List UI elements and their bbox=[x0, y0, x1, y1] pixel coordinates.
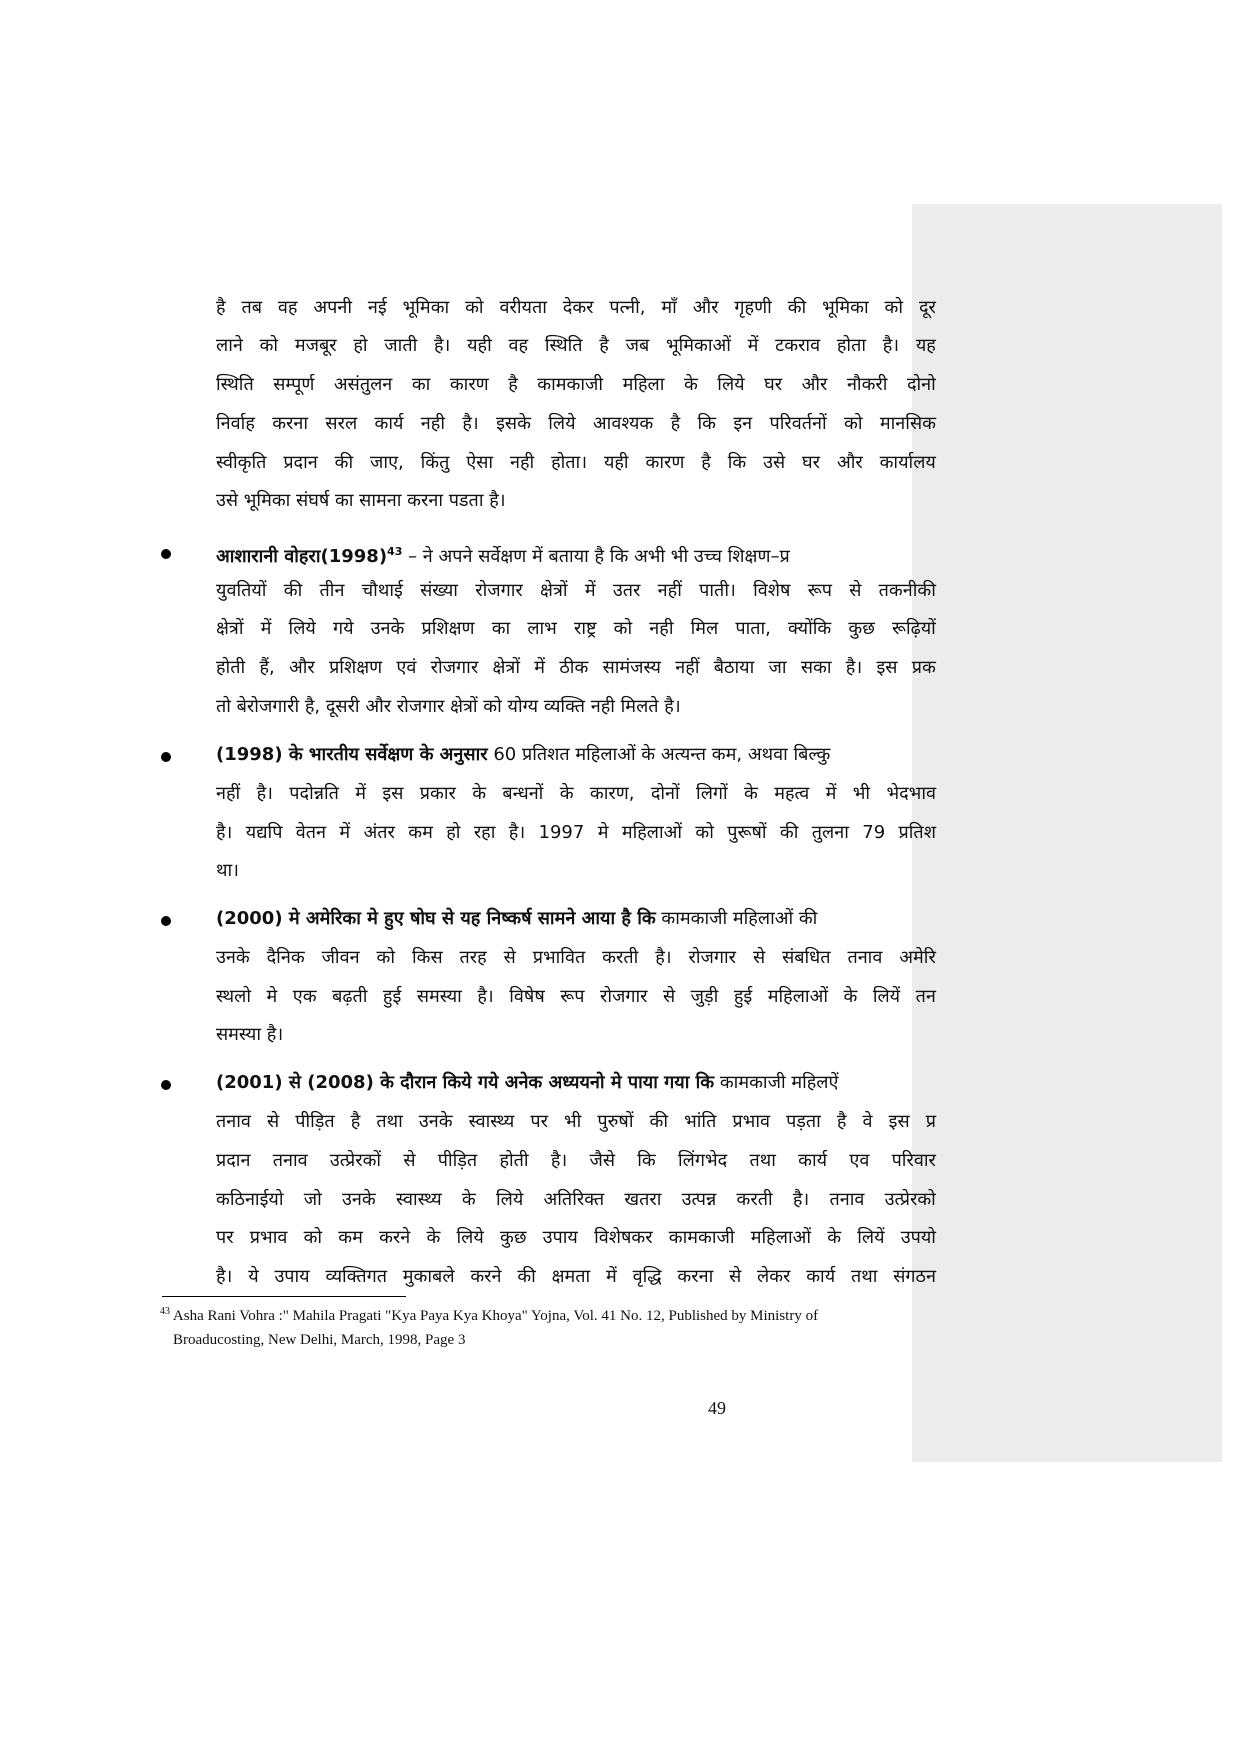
bullet-lead-text: कामकाजी महिलऐं bbox=[714, 1072, 839, 1093]
comment-pane[interactable] bbox=[912, 204, 1222, 1462]
bullet-line: नहीं है। पदोन्नति में इस प्रकार के बन्धनों के कारण, दोनों लिगों के महत्व में भी भेदभाव bbox=[216, 783, 936, 804]
bullet-heading: आशारानी वोहरा(1998) bbox=[216, 546, 388, 567]
bullet-line: युवतियों की तीन चौथाई संख्या रोजगार क्षेत्रों में उतर नहीं पाती। विशेष रूप से तकनीकी bbox=[216, 580, 936, 601]
paragraph-line: उसे भूमिका संघर्ष का सामना करना पडता है। bbox=[216, 490, 506, 511]
footnote-text: Asha Rani Vohra :" Mahila Pragati "Kya Paya Kya Khoya" Yojna, Vol. 41 No. 12, Published by Ministry of bbox=[170, 1308, 819, 1324]
bullet-line: है। यद्यपि वेतन में अंतर कम हो रहा है। 1997 मे महिलाओं को पुरूषों की तुलना 79 प्रतिश bbox=[216, 822, 936, 843]
bullet-line: तो बेरोजगारी है, दूसरी और रोजगार क्षेत्रों को योग्य व्यक्ति नही मिलते है। bbox=[216, 696, 681, 717]
bullet-lead-line bbox=[216, 540, 790, 568]
bullet-dot bbox=[161, 549, 171, 559]
bullet-line: क्षेत्रों में लिये गये उनके प्रशिक्षण का लाभ राष्ट्र को नही मिल पाता, क्योंकि कुछ रूढ़ियों bbox=[216, 618, 936, 639]
bullet-line: प्रदान तनाव उत्प्रेरकों से पीड़ित होती है। जैसे कि लिंगभेद तथा कार्य एव परिवार bbox=[216, 1150, 936, 1171]
paragraph-line: निर्वाह करना सरल कार्य नही है। इसके लिये आवश्यक है कि इन परिवर्तनों को मानसिक bbox=[216, 413, 936, 434]
bullet-lead-text: – ने अपने सर्वेक्षण में बताया है कि अभी भी उच्च शिक्षण–प्र bbox=[402, 546, 790, 567]
paragraph-line: स्वीकृति प्रदान की जाए, किंतु ऐसा नही होता। यही कारण है कि उसे घर और कार्यालय bbox=[216, 452, 936, 473]
footnote-line: Broaducosting, New Delhi, March, 1998, Page 3 bbox=[173, 1332, 466, 1348]
paragraph-line: स्थिति सम्पूर्ण असंतुलन का कारण है कामकाजी महिला के लिये घर और नौकरी दोनो bbox=[216, 374, 936, 395]
bullet-dot bbox=[161, 752, 171, 762]
footnote-line bbox=[160, 1302, 900, 1326]
bullet-lead-text: 60 प्रतिशत महिलाओं के अत्यन्त कम, अथवा बिल्कु bbox=[487, 744, 831, 765]
paragraph-line: है तब वह अपनी नई भूमिका को वरीयता देकर पत्नी, माँ और गृहणी की भूमिका को दूर bbox=[216, 297, 936, 318]
bullet-line: स्थलो मे एक बढ़ती हुई समस्या है। विषेष रूप रोजगार से जुड़ी हुई महिलाओं के लियें तन bbox=[216, 986, 936, 1007]
bullet-line: कठिनाईयो जो उनके स्वास्थ्य के लिये अतिरिक्त खतरा उत्पन्न करती है। तनाव उत्प्रेरको bbox=[216, 1189, 936, 1210]
paragraph-line: लाने को मजबूर हो जाती है। यही वह स्थिति है जब भूमिकाओं में टकराव होता है। यह bbox=[216, 335, 936, 356]
bullet-lead-line bbox=[216, 743, 830, 771]
bullet-heading: (2000) मे अमेरिका मे हुए षोघ से यह निष्कर्ष सामने आया है कि bbox=[216, 908, 656, 929]
bullet-line: होती हैं, और प्रशिक्षण एवं रोजगार क्षेत्रों में ठीक सामंजस्य नहीं बैठाया जा सका है। इस प्रक bbox=[216, 657, 936, 678]
bullet-lead-text: कामकाजी महिलाओं की bbox=[655, 908, 818, 929]
page-number: 49 bbox=[708, 1398, 726, 1418]
bullet-line: उनके दैनिक जीवन को किस तरह से प्रभावित करती है। रोजगार से संबधित तनाव अमेरि bbox=[216, 947, 936, 968]
bullet-line: तनाव से पीड़ित है तथा उनके स्वास्थ्य पर भी पुरुषों की भांति प्रभाव पड़ता है वे इस प्र bbox=[216, 1111, 936, 1132]
bullet-lead-line bbox=[216, 1071, 838, 1099]
bullet-lead-line bbox=[216, 907, 817, 935]
bullet-heading: (2001) से (2008) के दौरान किये गये अनेक अध्ययनो मे पाया गया कि bbox=[216, 1072, 715, 1093]
footnote-separator bbox=[162, 1296, 406, 1297]
bullet-dot bbox=[161, 1080, 171, 1090]
footnote-ref[interactable]: 43 bbox=[387, 545, 403, 558]
bullet-line: है। ये उपाय व्यक्तिगत मुकाबले करने की क्षमता में वृद्धि करना से लेकर कार्य तथा संगठन bbox=[216, 1266, 936, 1287]
bullet-heading: (1998) के भारतीय सर्वेक्षण के अनुसार bbox=[216, 744, 488, 765]
bullet-line: था। bbox=[216, 860, 239, 881]
bullet-line: पर प्रभाव को कम करने के लिये कुछ उपाय विशेषकर कामकाजी महिलाओं के लियें उपयो bbox=[216, 1227, 936, 1248]
footnote-number: 43 bbox=[160, 1306, 170, 1317]
bullet-line: समस्या है। bbox=[216, 1024, 284, 1045]
bullet-dot bbox=[161, 916, 171, 926]
